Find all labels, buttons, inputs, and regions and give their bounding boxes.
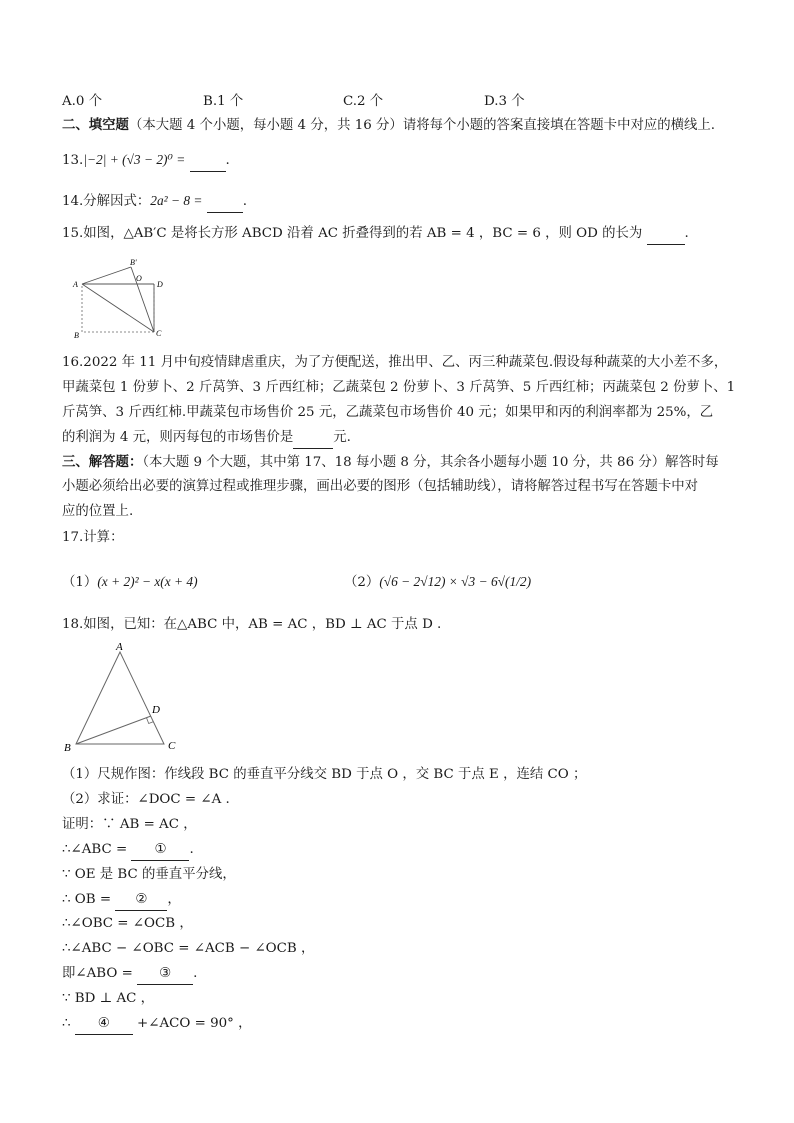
proof-line-2-text: ∴∠ABC =: [62, 842, 132, 857]
section3-title: 三、解答题：: [62, 454, 143, 470]
section2-header: [62, 115, 715, 136]
q18-label-a: A: [116, 641, 123, 653]
q15-text: 如图，△AB′C 是将长方形 ABCD 沿着 AC 折叠得到的若 AB = 4 ，BC = 6 ，则 OD 的长为: [83, 226, 643, 241]
triangle-abc: [76, 652, 164, 744]
q17-part-1-expr: (x + 2)² − x(x + 4): [97, 574, 198, 589]
option-d: D.3 个: [484, 94, 525, 109]
q17-title: 17.计算：: [62, 530, 124, 545]
proof-line-4: [62, 890, 181, 911]
q16-line-2: 甲蔬菜包 1 份萝卜、2 斤莴笋、3 斤西红柿；乙蔬菜包 2 份萝卜、3 斤莴笋、5 斤西红柿；丙蔬菜包 2 份萝卜、1: [62, 380, 736, 395]
q18-title: 18.如图，已知：在△ABC 中，AB = AC ，BD ⊥ AC 于点 D .: [62, 617, 442, 632]
q15-label-c: C: [156, 329, 162, 338]
q14-number: 14.: [62, 194, 84, 209]
proof-line-4-post: ，: [167, 892, 181, 907]
q16-answer-blank[interactable]: [293, 428, 333, 449]
q18-label-d: D: [152, 704, 160, 716]
q16-line-1: 16.2022 年 11 月中旬疫情肆虐重庆，为了方便配送，推出甲、乙、丙三种蔬菜包.假设每种蔬菜的大小差不多，: [62, 355, 728, 370]
proof-line-7-text: 即∠ABO =: [62, 966, 138, 981]
question-15: 15.如图，△AB′C 是将长方形 ABCD 沿着 AC 折叠得到的若 AB = 4 ，BC = 6 ，则 OD 的长为 .: [62, 224, 689, 245]
section3-desc-1: （本大题 9 个大题，其中第 17、18 每小题 8 分，其余各小题每小题 10 分，共 86 分）解答时每: [142, 455, 719, 470]
proof-line-9: [62, 1014, 252, 1035]
proof-blank-2[interactable]: ②: [115, 890, 167, 911]
proof-line-5-text: ∴∠OBC = ∠OCB ，: [62, 916, 193, 931]
q18-figure: [60, 640, 190, 755]
q17-part-2-label: （2）: [344, 575, 380, 590]
section3-line-2: 小题必须给出必要的演算过程或推理步骤，画出必要的图形（包括辅助线），请将解答过程书写在答题卡中对: [62, 479, 699, 494]
q17-part-2: [344, 572, 531, 593]
section3-line-3: 应的位置上.: [62, 504, 134, 519]
q14-answer-blank[interactable]: [207, 192, 243, 213]
proof-line-3-text: ∵ OE 是 BC 的垂直平分线，: [62, 867, 236, 882]
q18-label-c: C: [168, 740, 176, 752]
proof-line-2-post: .: [189, 842, 194, 857]
proof-blank-3[interactable]: ③: [137, 964, 193, 985]
question-13: 13.|−2| + (√3 − 2)⁰ = .: [62, 150, 230, 172]
option-c: C.2 个: [343, 94, 384, 109]
q15-answer-blank[interactable]: [647, 224, 685, 245]
proof-line-6: [62, 939, 314, 959]
q13-expression: |−2| + (√3 − 2)⁰ =: [83, 152, 186, 167]
question-14: 14.分解因式：2a² − 8 = .: [62, 191, 247, 213]
proof-line-7-post: .: [193, 966, 198, 981]
q16-line-4: [62, 428, 351, 449]
proof-line-2: [62, 840, 194, 861]
q15-label-b: B: [74, 331, 79, 340]
q15-label-b-prime: B': [130, 258, 137, 267]
proof-line-6-text: ∴∠ABC − ∠OBC = ∠ACB − ∠OCB ，: [62, 941, 315, 956]
q15-label-d: D: [157, 280, 163, 289]
proof-line-5: [62, 914, 193, 934]
q15-label-o: O: [136, 274, 142, 283]
q15-label-a: A: [73, 280, 78, 289]
q13-answer-blank[interactable]: [190, 151, 226, 172]
q17-part-1-label: （1）: [62, 575, 98, 590]
q17-part-2-expr: (√6 − 2√12) × √3 − 6√(1/2): [379, 574, 532, 589]
proof-line-9-post: +∠ACO = 90° ，: [132, 1016, 252, 1031]
proof-blank-4[interactable]: ④: [75, 1014, 133, 1035]
q18-label-b: B: [64, 742, 71, 754]
option-b: B.1 个: [203, 94, 244, 109]
section2-title: 二、填空题: [62, 117, 129, 133]
q16-line-4-text: 的利润为 4 元，则丙每包的市场售价是: [62, 430, 294, 445]
option-a: A.0 个: [62, 94, 103, 109]
q14-text: 分解因式：: [83, 194, 151, 209]
q16-unit: 元.: [333, 430, 351, 445]
proof-line-1: [62, 815, 197, 835]
q15-number: 15.: [62, 226, 84, 241]
proof-blank-1[interactable]: ①: [131, 840, 189, 861]
q15-figure: [68, 256, 178, 341]
q14-expression: 2a² − 8 =: [150, 193, 203, 208]
q13-number: 13.: [62, 153, 84, 168]
proof-line-7: [62, 964, 197, 985]
proof-line-8: [62, 989, 154, 1009]
proof-line-8-text: ∵ BD ⊥ AC ，: [62, 991, 155, 1006]
proof-line-3: [62, 865, 236, 885]
section2-desc: （本大题 4 个小题，每小题 4 分，共 16 分）请将每个小题的答案直接填在答题卡中对应的横线上.: [128, 118, 716, 133]
q18-part-2: （2）求证：∠DOC = ∠A .: [62, 792, 230, 807]
proof-line-9-text: ∴: [62, 1016, 75, 1031]
q18-part-1: （1）尺规作图：作线段 BC 的垂直平分线交 BD 于点 O ，交 BC 于点 E ，连结 CO ；: [62, 767, 587, 782]
q16-line-3: 斤莴笋、3 斤西红柿.甲蔬菜包市场售价 25 元，乙蔬菜包市场售价 40 元；如果甲和丙的利润率都为 25%，乙: [62, 405, 714, 420]
section3-line-1: [62, 452, 719, 473]
proof-line-1-text: 证明：∵ AB = AC ，: [62, 817, 197, 832]
proof-line-4-text: ∴ OB =: [62, 892, 116, 907]
diagonal-ac: [82, 284, 154, 332]
q17-part-1: [62, 572, 198, 593]
